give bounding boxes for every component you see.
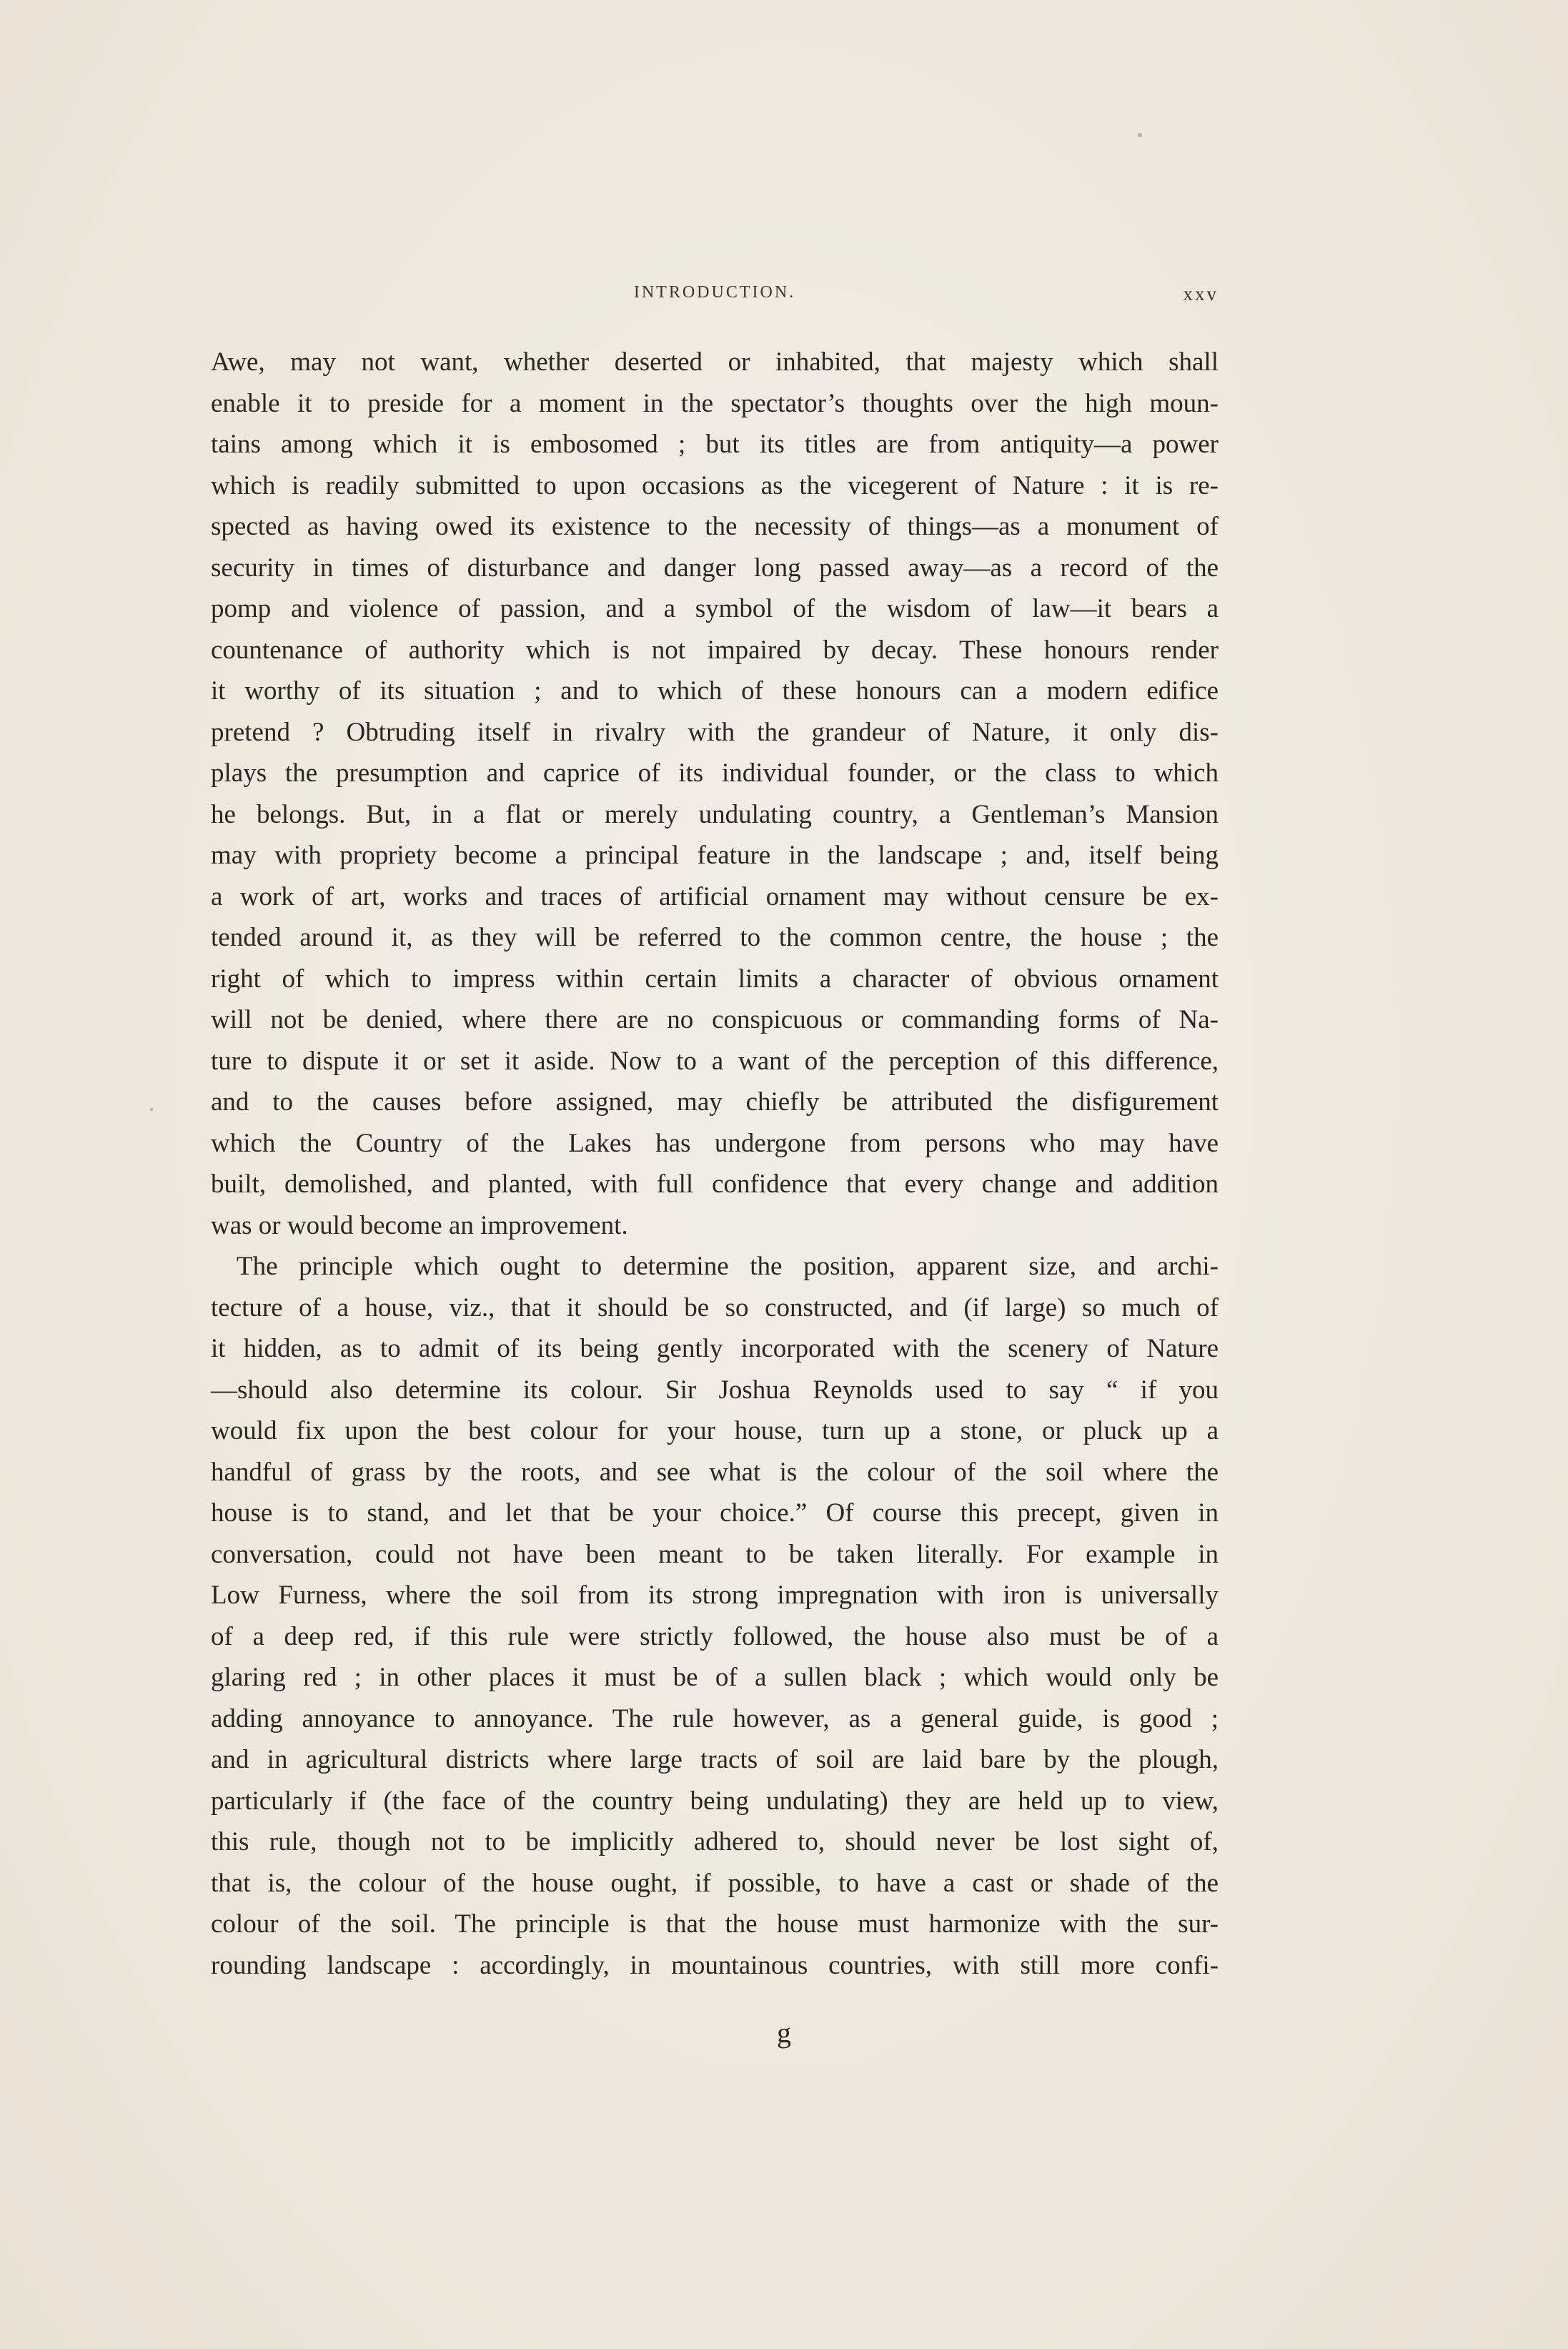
text-line: this rule, though not to be implicitly adhered to, should never be lost sight of, bbox=[211, 1827, 1219, 1856]
text-line: glaring red ; in other places it must be of a sullen black ; which would only be bbox=[211, 1663, 1219, 1692]
page-header bbox=[211, 283, 1219, 312]
signature-mark: g bbox=[777, 2017, 791, 2049]
text-line: rounding landscape : accordingly, in mountainous countries, with still more confi- bbox=[211, 1950, 1219, 1980]
text-line: Low Furness, where the soil from its strong impregnation with iron is universally bbox=[211, 1581, 1219, 1610]
text-line: pomp and violence of passion, and a symbol of the wisdom of law—it bears a bbox=[211, 594, 1219, 623]
text-line: adding annoyance to annoyance. The rule however, as a general guide, is good ; bbox=[211, 1703, 1219, 1734]
text-line: pretend ? Obtruding itself in rivalry with the grandeur of Nature, it only dis- bbox=[211, 717, 1219, 747]
text-line: may with propriety become a principal feature in the landscape ; and, itself being bbox=[211, 841, 1219, 870]
text-line: countenance of authority which is not impaired by decay. These honours render bbox=[211, 635, 1219, 665]
text-line: a work of art, works and traces of artificial ornament may without censure be ex- bbox=[211, 881, 1219, 911]
text-line: plays the presumption and caprice of its individual founder, or the class to which bbox=[211, 758, 1219, 788]
text-line: will not be denied, where there are no conspicuous or commanding forms of Na- bbox=[211, 1005, 1219, 1034]
text-line: enable it to preside for a moment in the spectator’s thoughts over the high moun- bbox=[211, 388, 1219, 418]
text-line: ture to dispute it or set it aside. Now to a want of the perception of this difference, bbox=[211, 1046, 1219, 1076]
text-line: built, demolished, and planted, with full confidence that every change and addition bbox=[211, 1169, 1219, 1199]
paper-speck bbox=[150, 1108, 153, 1111]
paper-speck bbox=[1138, 133, 1142, 137]
text-line: —should also determine its colour. Sir Joshua Reynolds used to say “ if you bbox=[211, 1375, 1219, 1405]
text-line: spected as having owed its existence to the necessity of things—as a monument of bbox=[211, 512, 1219, 541]
text-line: he belongs. But, in a flat or merely undulating country, a Gentleman’s Mansion bbox=[211, 799, 1219, 829]
text-line: tecture of a house, viz., that it should be so constructed, and (if large) so much of bbox=[211, 1292, 1219, 1322]
text-line: right of which to impress within certain limits a character of obvious ornament bbox=[211, 964, 1219, 994]
text-line: of a deep red, if this rule were strictly followed, the house also must be of a bbox=[211, 1621, 1219, 1651]
text-line: it hidden, as to admit of its being gently incorporated with the scenery of Nature bbox=[211, 1334, 1219, 1363]
body-text bbox=[211, 342, 1219, 1986]
text-line: and to the causes before assigned, may chiefly be attributed the disfigurement bbox=[211, 1087, 1219, 1117]
text-line: handful of grass by the roots, and see what is the colour of the soil where the bbox=[211, 1457, 1219, 1487]
paragraph-end-line: was or would become an improvement. bbox=[211, 1210, 628, 1240]
text-line: security in times of disturbance and danger long passed away—as a record of the bbox=[211, 553, 1219, 583]
text-line: conversation, could not have been meant to be taken literally. For example in bbox=[211, 1539, 1219, 1569]
paragraph-start-line: The principle which ought to determine the position, apparent size, and archi- bbox=[237, 1252, 1219, 1281]
text-line: colour of the soil. The principle is that the house must harmonize with the sur- bbox=[211, 1909, 1219, 1939]
text-line: that is, the colour of the house ought, if possible, to have a cast or shade of the bbox=[211, 1868, 1219, 1898]
page-number: xxv bbox=[1183, 283, 1219, 305]
text-line: which is readily submitted to upon occasions as the vicegerent of Nature : it is re- bbox=[211, 470, 1219, 500]
text-line: particularly if (the face of the country being undulating) they are held up to view, bbox=[211, 1786, 1219, 1816]
text-line: which the Country of the Lakes has undergone from persons who may have bbox=[211, 1128, 1219, 1158]
text-line: house is to stand, and let that be your choice.” Of course this precept, given in bbox=[211, 1498, 1219, 1528]
running-head: INTRODUCTION. bbox=[633, 283, 796, 302]
text-line: Awe, may not want, whether deserted or inhabited, that majesty which shall bbox=[211, 347, 1219, 377]
text-line: tains among which it is embosomed ; but its titles are from antiquity—a power bbox=[211, 430, 1219, 459]
text-line: tended around it, as they will be referred to the common centre, the house ; the bbox=[211, 923, 1219, 952]
text-line: it worthy of its situation ; and to which of these honours can a modern edifice bbox=[211, 676, 1219, 706]
text-line: would fix upon the best colour for your house, turn up a stone, or pluck up a bbox=[211, 1416, 1219, 1445]
text-line: and in agricultural districts where large tracts of soil are laid bare by the plough, bbox=[211, 1745, 1219, 1774]
